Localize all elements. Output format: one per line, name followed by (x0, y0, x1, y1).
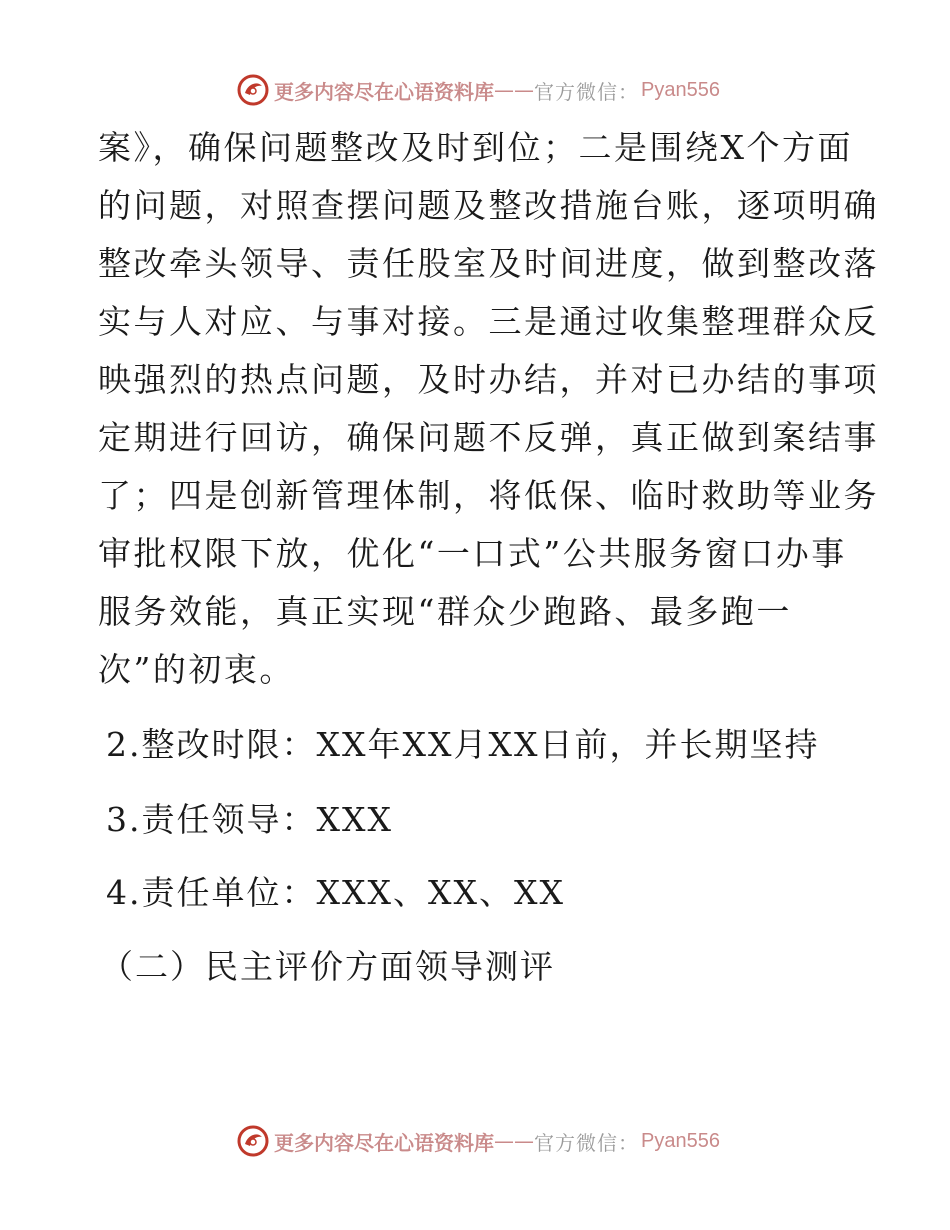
banner-wechat-label: 官方微信： (534, 79, 639, 104)
banner-wechat-id: Pyan556 (641, 1129, 720, 1152)
responsible-unit-item: 4.责任单位：XXX、XX、XX (106, 873, 565, 912)
paragraph-line: 次”的初衷。 (98, 650, 295, 689)
paragraph-line: 实与人对应、与事对接。三是通过收集整理群众反 (98, 302, 879, 341)
red-swirl-logo-icon (236, 1124, 270, 1158)
red-swirl-logo-icon (236, 73, 270, 107)
paragraph-line: 映强烈的热点问题，及时办结，并对已办结的事项 (98, 360, 879, 399)
responsible-leader-item: 3.责任领导：XXX (106, 800, 393, 839)
rectification-deadline-item: 2.整改时限：XX年XX月XX日前，并长期坚持 (106, 725, 820, 764)
paragraph-line: 服务效能，真正实现“群众少跑路、最多跑一 (98, 592, 792, 631)
paragraph-line: 的问题，对照查摆问题及整改措施台账，逐项明确 (98, 186, 879, 225)
banner-wechat-label: 官方微信： (534, 1130, 639, 1155)
banner-promo-text: 更多内容尽在心语资料库 (274, 1130, 494, 1155)
body-paragraph (98, 119, 879, 699)
banner-wechat-id: Pyan556 (641, 78, 720, 101)
section-heading: （二）民主评价方面领导测评 (100, 947, 555, 986)
paragraph-line: 整改牵头领导、责任股室及时间进度，做到整改落 (98, 244, 879, 283)
top-watermark-banner (236, 73, 720, 107)
banner-promo-text: 更多内容尽在心语资料库 (274, 79, 494, 104)
paragraph-line: 审批权限下放，优化“一口式”公共服务窗口办事 (98, 534, 847, 573)
banner-dash: —— (494, 78, 534, 102)
banner-dash: —— (494, 1129, 534, 1153)
bottom-watermark-banner (236, 1124, 720, 1158)
paragraph-line: 了；四是创新管理体制，将低保、临时救助等业务 (98, 476, 879, 515)
paragraph-line: 定期进行回访，确保问题不反弹，真正做到案结事 (98, 418, 879, 457)
paragraph-line: 案》，确保问题整改及时到位；二是围绕X个方面 (98, 128, 853, 167)
